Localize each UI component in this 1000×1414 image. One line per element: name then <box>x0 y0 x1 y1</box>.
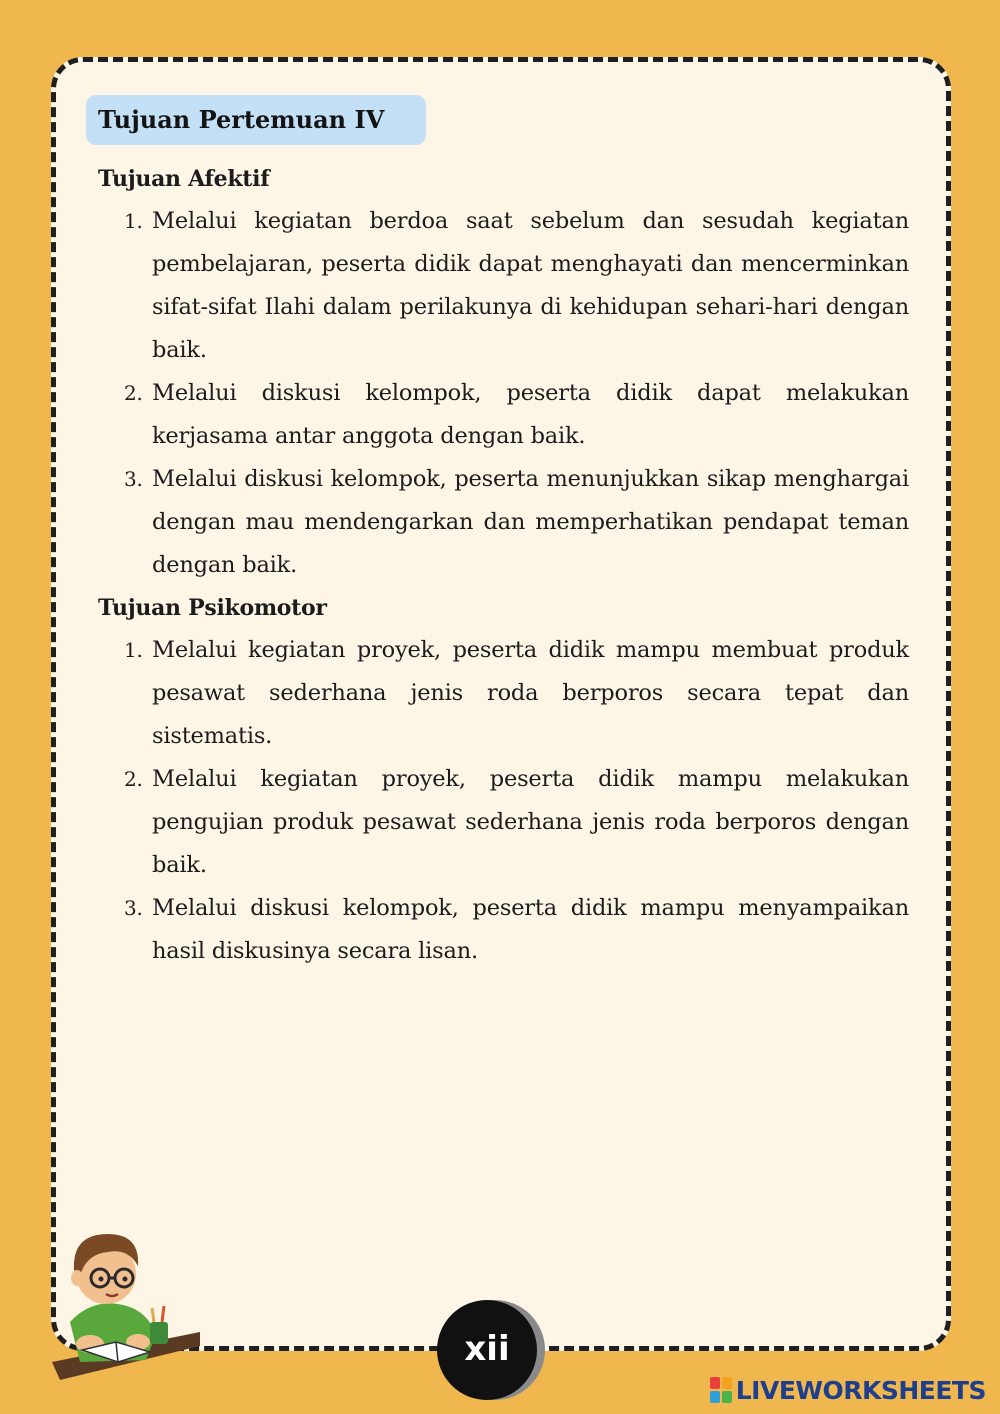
list-item-text: Melalui diskusi kelompok, peserta didik dapat melakukan kerjasama antar anggota dengan baik. <box>152 380 909 449</box>
list-item-text: Melalui diskusi kelompok, peserta menunjukkan sikap menghargai dengan mau mendengarkan dan memperhatikan pendapat teman dengan baik. <box>152 466 909 578</box>
list-item <box>98 887 909 973</box>
list-item-text: Melalui kegiatan proyek, peserta didik mampu membuat produk pesawat sederhana jenis roda berporos secara tepat dan sistematis. <box>152 637 909 749</box>
list-item <box>98 629 909 758</box>
list-item-number: 3. <box>124 896 143 920</box>
section-heading-psikomotor: Tujuan Psikomotor <box>98 595 327 621</box>
list-item-number: 2. <box>124 381 143 405</box>
watermark <box>710 1373 986 1407</box>
content-body <box>98 158 909 973</box>
list-item-number: 1. <box>124 209 143 233</box>
liveworksheets-logo-icon <box>710 1377 732 1403</box>
list-item <box>98 372 909 458</box>
list-item <box>98 458 909 587</box>
afektif-list <box>98 200 909 587</box>
page-number-badge: xii <box>437 1300 537 1400</box>
list-item <box>98 200 909 372</box>
list-item-text: Melalui diskusi kelompok, peserta didik mampu menyampaikan hasil diskusinya secara lisan. <box>152 895 909 964</box>
psikomotor-list <box>98 629 909 973</box>
page-title: Tujuan Pertemuan IV <box>86 95 426 145</box>
section-heading-afektif: Tujuan Afektif <box>98 166 270 192</box>
list-item-number: 2. <box>124 767 143 791</box>
list-item <box>98 758 909 887</box>
list-item-number: 3. <box>124 467 143 491</box>
list-item-text: Melalui kegiatan proyek, peserta didik mampu melakukan pengujian produk pesawat sederhana jenis roda berporos dengan baik. <box>152 766 909 878</box>
watermark-text: LIVEWORKSHEETS <box>735 1375 986 1405</box>
student-reading-icon <box>50 1212 200 1382</box>
list-item-text: Melalui kegiatan berdoa saat sebelum dan sesudah kegiatan pembelajaran, peserta didik dapat menghayati dan mencerminkan sifat-sifat Ilahi dalam perilakunya di kehidupan sehari-hari dengan baik. <box>152 208 909 363</box>
list-item-number: 1. <box>124 638 143 662</box>
